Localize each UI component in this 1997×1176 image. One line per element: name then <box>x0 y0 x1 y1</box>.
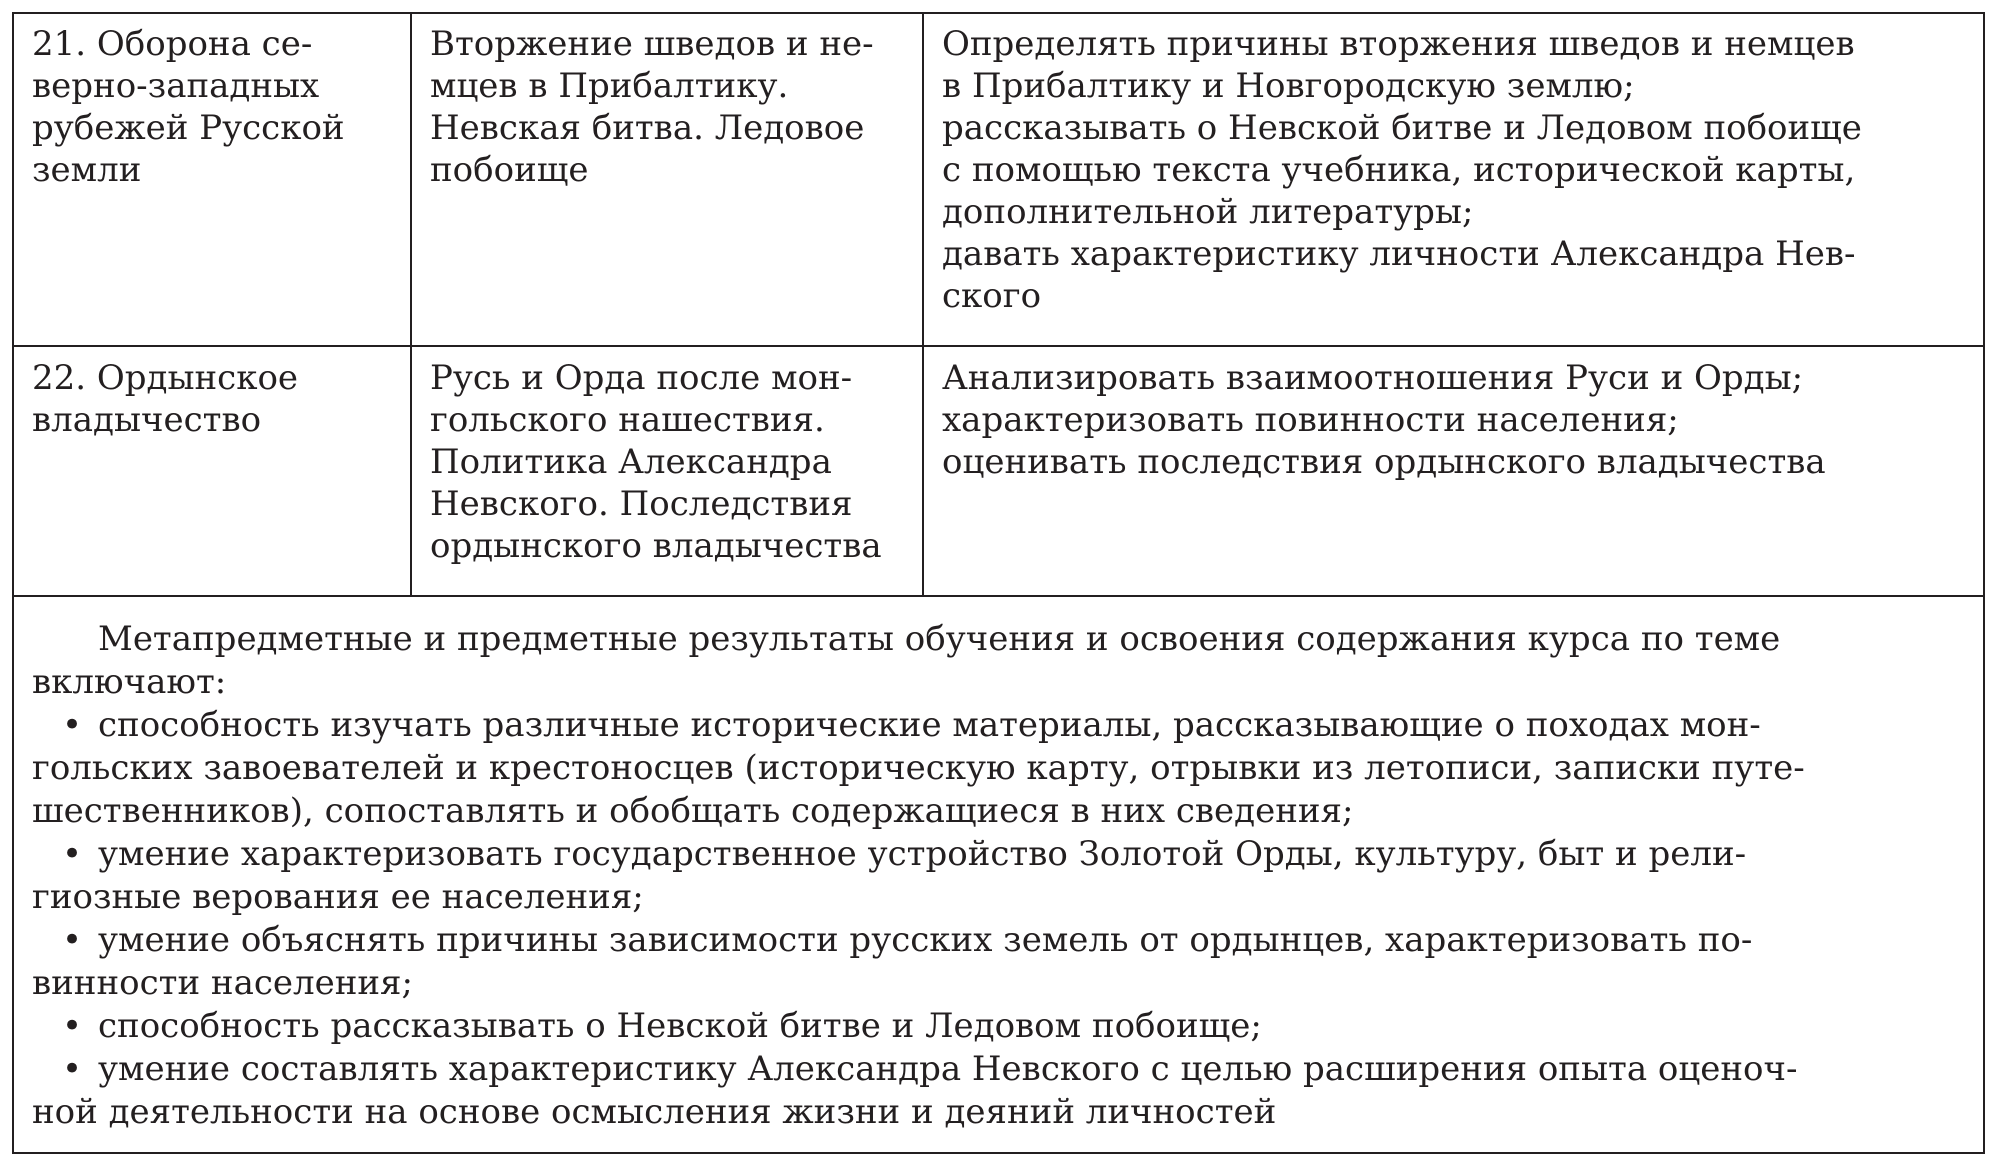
list-item <box>32 1005 1965 1048</box>
list-item <box>32 1048 1965 1134</box>
list-item-first-line: умение характеризовать государственное устройство Золотой Орды, культуру, быт и рели- <box>98 834 1747 874</box>
results-intro <box>32 618 1965 704</box>
document-page <box>12 12 1985 1154</box>
list-item-rest: гиозные верования ее населения; <box>32 877 644 917</box>
activities-cell: Анализировать взаимоотношения Руси и Орды; характеризовать повинности населения; оценивать последствия ордынского владычества <box>923 346 1983 596</box>
bullet-icon: • <box>61 705 82 745</box>
list-item-first-line: умение составлять характеристику Александра Невского с целью расширения опыта оценоч- <box>98 1049 1798 1089</box>
bullet-icon: • <box>61 1006 82 1046</box>
list-item-first-line: способность изучать различные исторические материалы, рассказывающие о походах мон- <box>98 705 1761 745</box>
activities-cell: Определять причины вторжения шведов и немцев в Прибалтику и Новгородскую землю; рассказывать о Невской битве и Ледовом побоище с помощью текста учебника, исторической карты, дополнительной литературы; давать характеристику личности Александра Нев- ского <box>923 14 1983 346</box>
table-row <box>14 346 1983 596</box>
list-item-rest: ной деятельности на основе осмысления жизни и деяний личностей <box>32 1092 1277 1132</box>
list-item-rest: гольских завоевателей и крестоносцев (историческую карту, отрывки из летописи, записки путе- шественников), сопоставлять и обобщать содержащиеся в них сведения; <box>32 748 1805 831</box>
content-cell: Русь и Орда после мон- гольского нашествия. Политика Александра Невского. Последствия ордынского владычества <box>411 346 923 596</box>
list-item-first-line: умение объяснять причины зависимости русских земель от ордынцев, характеризовать по- <box>98 920 1753 960</box>
list-item-rest: винности населения; <box>32 963 413 1003</box>
table-row <box>14 14 1983 346</box>
topic-cell: 21. Оборона се- верно-западных рубежей Русской земли <box>14 14 411 346</box>
curriculum-table <box>14 14 1983 597</box>
learning-results-block <box>14 600 1983 1134</box>
list-item <box>32 704 1965 833</box>
content-cell: Вторжение шведов и не- мцев в Прибалтику. Невская битва. Ледовое побоище <box>411 14 923 346</box>
list-item <box>32 833 1965 919</box>
bullet-icon: • <box>61 1049 82 1089</box>
results-intro-first-line: Метапредметные и предметные результаты обучения и освоения содержания курса по теме <box>98 619 1781 659</box>
topic-cell: 22. Ордынское владычество <box>14 346 411 596</box>
list-item <box>32 919 1965 1005</box>
list-item-first-line: способность рассказывать о Невской битве и Ледовом побоище; <box>98 1006 1262 1046</box>
bullet-icon: • <box>61 834 82 874</box>
results-intro-rest: включают: <box>32 662 227 702</box>
bullet-icon: • <box>61 920 82 960</box>
